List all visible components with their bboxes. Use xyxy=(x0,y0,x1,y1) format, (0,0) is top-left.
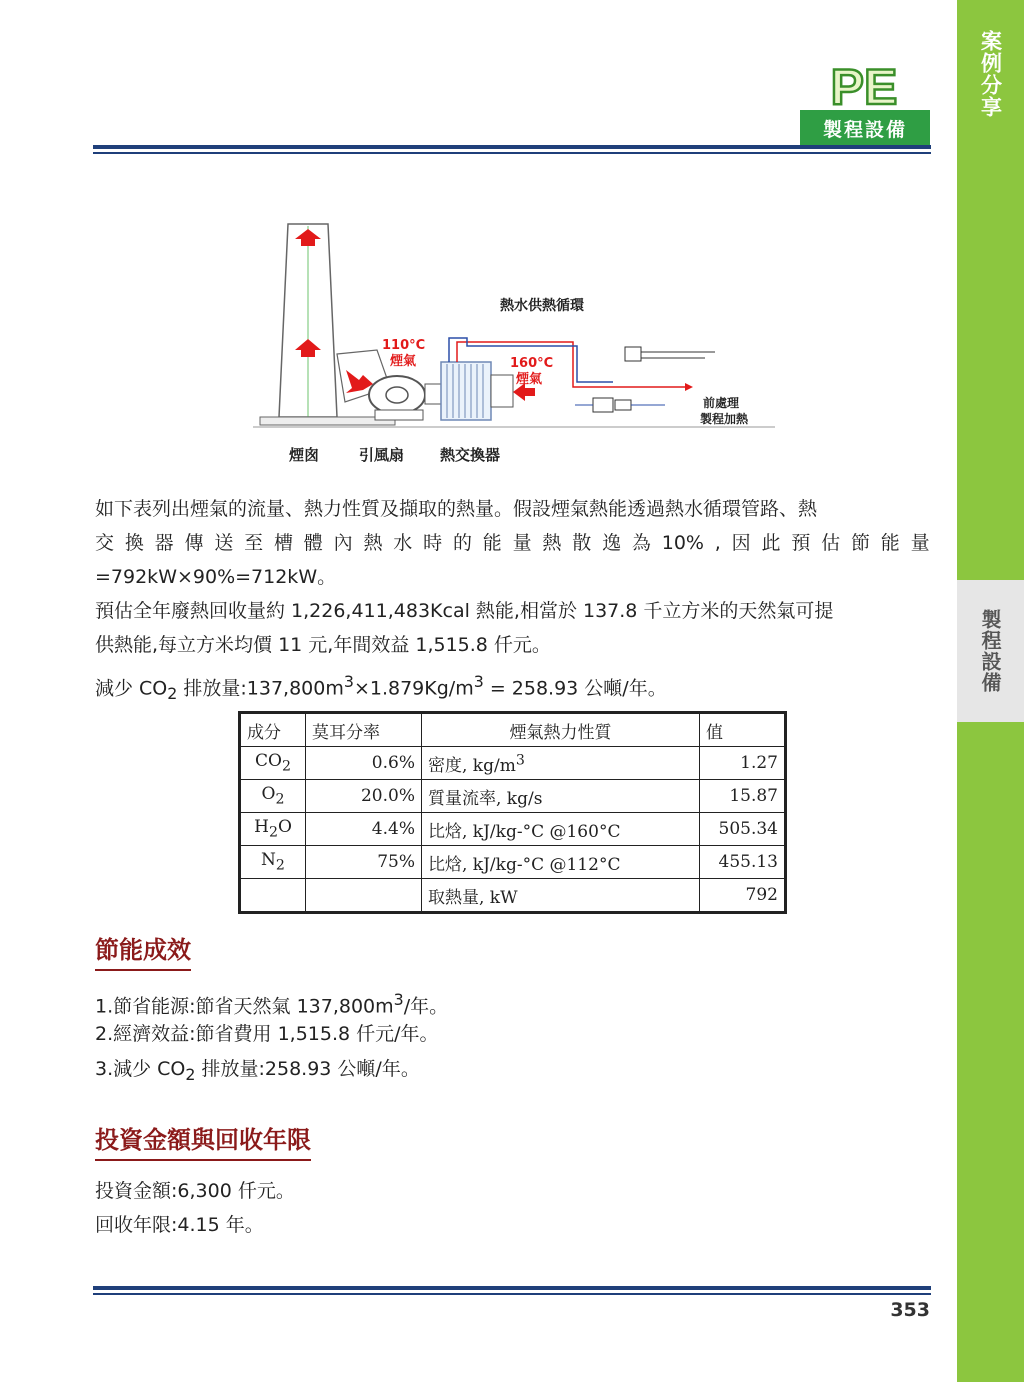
investment-amount: 投資金額:6,300 仟元。 xyxy=(95,1180,295,1202)
para1-line2-token: , xyxy=(714,532,721,554)
label-heat-exchanger: 熱交換器 xyxy=(440,446,501,464)
para3-suffix: = 258.93 公噸/年。 xyxy=(483,677,667,700)
fan-hub xyxy=(386,387,408,403)
para1-line1: 如下表列出煙氣的流量、熱力性質及擷取的熱量。假設煙氣熱能透過熱水循環管路、熱 xyxy=(95,498,818,520)
label-fan: 引風扇 xyxy=(359,446,405,464)
page-number: 353 xyxy=(890,1299,930,1321)
para1-line2-token: 逸 xyxy=(602,532,622,554)
property-label: 質量流率, kg/s xyxy=(428,788,543,809)
equipment-skid xyxy=(575,347,715,412)
value-cell: 15.87 xyxy=(700,780,786,813)
para1-line2-token: 熱 xyxy=(363,532,383,554)
temp-in-label: 煙氣 xyxy=(516,372,543,387)
component-cell xyxy=(240,813,306,846)
para1-line2-token: 器 xyxy=(154,532,174,554)
header-rule-thick xyxy=(93,145,931,149)
para3-sub: 2 xyxy=(167,684,178,704)
para2-line2: 供熱能,每立方米均價 11 元,年間效益 1,515.8 仟元。 xyxy=(95,634,551,656)
component-subscript: 2 xyxy=(275,791,285,808)
savings-item-3 xyxy=(95,1052,420,1092)
paragraph-2 xyxy=(95,594,930,662)
mole-fraction-cell: 4.4% xyxy=(306,813,422,846)
section-title-investment: 投資金額與回收年限 xyxy=(95,1120,311,1161)
savings-item-2: 2.經濟效益:節省費用 1,515.8 仟元/年。 xyxy=(95,1023,439,1045)
component-cell xyxy=(240,879,306,913)
para1-line2-token: 體 xyxy=(303,532,323,554)
table-row xyxy=(240,747,786,780)
para1-line2-token: 能 xyxy=(880,532,900,554)
para1-line3: =792kW×90%=712kW。 xyxy=(95,566,337,588)
para3-prefix: 減少 CO xyxy=(95,677,168,700)
temp-in: 160°C xyxy=(510,356,554,371)
pe-logo xyxy=(808,62,920,108)
para3-sup1: 3 xyxy=(343,672,354,691)
para1-line2-token: 槽 xyxy=(273,532,293,554)
mole-fraction-cell xyxy=(306,879,422,913)
para1-line2-token: 節 xyxy=(850,532,870,554)
table-body xyxy=(240,747,786,913)
para1-line2-token: 散 xyxy=(572,532,592,554)
fan-base xyxy=(375,410,423,420)
para1-line2-token: 交 xyxy=(95,532,115,554)
table-row xyxy=(240,846,786,879)
property-label: 比焓, kJ/kg-°C @112°C xyxy=(428,854,621,875)
label-chimney: 煙囪 xyxy=(289,446,320,464)
value-cell: 455.13 xyxy=(700,846,786,879)
header-rule-thin xyxy=(93,152,931,154)
component-symbol: CO xyxy=(255,751,282,772)
component-symbol: N xyxy=(261,850,276,871)
loop-label: 熱水供熱循環 xyxy=(500,298,584,314)
header-badge: 製程設備 xyxy=(800,110,930,146)
table-header-cell: 值 xyxy=(700,713,786,747)
flue-gas-properties-table xyxy=(238,711,787,914)
table-header-row xyxy=(240,713,786,747)
table-header-cell: 成分 xyxy=(240,713,306,747)
para1-line2-token: 時 xyxy=(423,532,443,554)
property-cell xyxy=(422,747,700,780)
temp-out-label: 煙氣 xyxy=(390,354,417,369)
paragraph-3 xyxy=(95,665,930,711)
property-cell xyxy=(422,780,700,813)
pe-logo-text: PE xyxy=(830,62,898,108)
para1-line2 xyxy=(95,526,930,560)
para1-line2-token: 傳 xyxy=(184,532,204,554)
para1-line2-token: 水 xyxy=(393,532,413,554)
component-cell xyxy=(240,780,306,813)
side-tab-process-label: 製程設備 xyxy=(978,609,1002,693)
component-cell xyxy=(240,747,306,780)
value-cell: 792 xyxy=(700,879,786,913)
destination-line2: 製程加熱 xyxy=(700,412,749,426)
property-label: 取熱量, kW xyxy=(428,887,518,908)
table-header-cell: 莫耳分率 xyxy=(306,713,422,747)
side-tab-case-label: 案例分享 xyxy=(978,30,1003,118)
para1-line2-token: 至 xyxy=(244,532,264,554)
table-header-cell: 煙氣熱力性質 xyxy=(422,713,700,747)
property-cell xyxy=(422,813,700,846)
value-cell: 1.27 xyxy=(700,747,786,780)
para3-sup2: 3 xyxy=(473,672,484,691)
component-subscript: 2 xyxy=(275,857,285,874)
savings-item-1-suffix: /年。 xyxy=(403,995,449,1018)
mole-fraction-cell: 20.0% xyxy=(306,780,422,813)
property-label: 比焓, kJ/kg-°C @160°C xyxy=(428,821,621,842)
hx-outlet xyxy=(491,375,513,407)
footer-rule-thick xyxy=(93,1286,931,1290)
side-tab-case[interactable] xyxy=(957,30,1024,160)
fan-connector xyxy=(425,384,441,404)
para1-line2-token: 熱 xyxy=(542,532,562,554)
side-tab-process[interactable] xyxy=(957,580,1024,722)
para1-line2-token: 量 xyxy=(910,532,930,554)
para1-line2-token: 估 xyxy=(821,532,841,554)
para1-line2-token: 預 xyxy=(791,532,811,554)
para1-line2-token: 換 xyxy=(124,532,144,554)
component-symbol: O xyxy=(261,784,276,805)
component-subscript: 2 xyxy=(281,758,291,775)
table-row xyxy=(240,813,786,846)
property-label: 密度, kg/m xyxy=(428,755,516,776)
savings-item-3-prefix: 3.減少 CO xyxy=(95,1058,186,1080)
property-superscript: 3 xyxy=(515,751,525,768)
para1-line2-token: 為 xyxy=(631,532,651,554)
para1-line2-token: 量 xyxy=(512,532,532,554)
table-row xyxy=(240,780,786,813)
payback-period: 回收年限:4.15 年。 xyxy=(95,1214,264,1236)
savings-item-3-suffix: 排放量:258.93 公噸/年。 xyxy=(195,1058,420,1080)
para1-line2-token: 此 xyxy=(761,532,781,554)
para1-line2-token: 10% xyxy=(661,532,704,554)
component-subscript: 2 xyxy=(268,824,278,841)
property-cell xyxy=(422,846,700,879)
destination-line1: 前處理 xyxy=(703,396,740,410)
para1-line2-token: 因 xyxy=(731,532,751,554)
para1-line2-token: 內 xyxy=(333,532,353,554)
para1-line2-token: 送 xyxy=(214,532,234,554)
heat-recovery-diagram xyxy=(245,212,785,474)
temp-out: 110°C xyxy=(382,338,426,353)
table-row xyxy=(240,879,786,913)
value-cell: 505.34 xyxy=(700,813,786,846)
para3-mid: 排放量:137,800m xyxy=(177,677,344,700)
savings-item-1-prefix: 1.節省能源:節省天然氣 137,800m xyxy=(95,995,394,1018)
para3-mid2: ×1.879Kg/m xyxy=(353,677,474,700)
component-symbol-2: O xyxy=(277,817,292,838)
mole-fraction-cell: 75% xyxy=(306,846,422,879)
para1-line2-token: 的 xyxy=(452,532,472,554)
para2-line1: 預估全年廢熱回收量約 1,226,411,483Kcal 熱能,相當於 137.8 千立方米的天然氣可提 xyxy=(95,600,834,622)
property-cell xyxy=(422,879,700,913)
component-cell xyxy=(240,846,306,879)
section-title-savings: 節能成效 xyxy=(95,930,191,971)
component-symbol: H xyxy=(254,817,269,838)
savings-item-1-sup: 3 xyxy=(393,990,404,1009)
footer-rule-thin xyxy=(93,1293,931,1295)
savings-item-3-sub: 2 xyxy=(185,1064,196,1084)
para1-line2-token: 能 xyxy=(482,532,502,554)
mole-fraction-cell: 0.6% xyxy=(306,747,422,780)
paragraph-1 xyxy=(95,492,930,594)
